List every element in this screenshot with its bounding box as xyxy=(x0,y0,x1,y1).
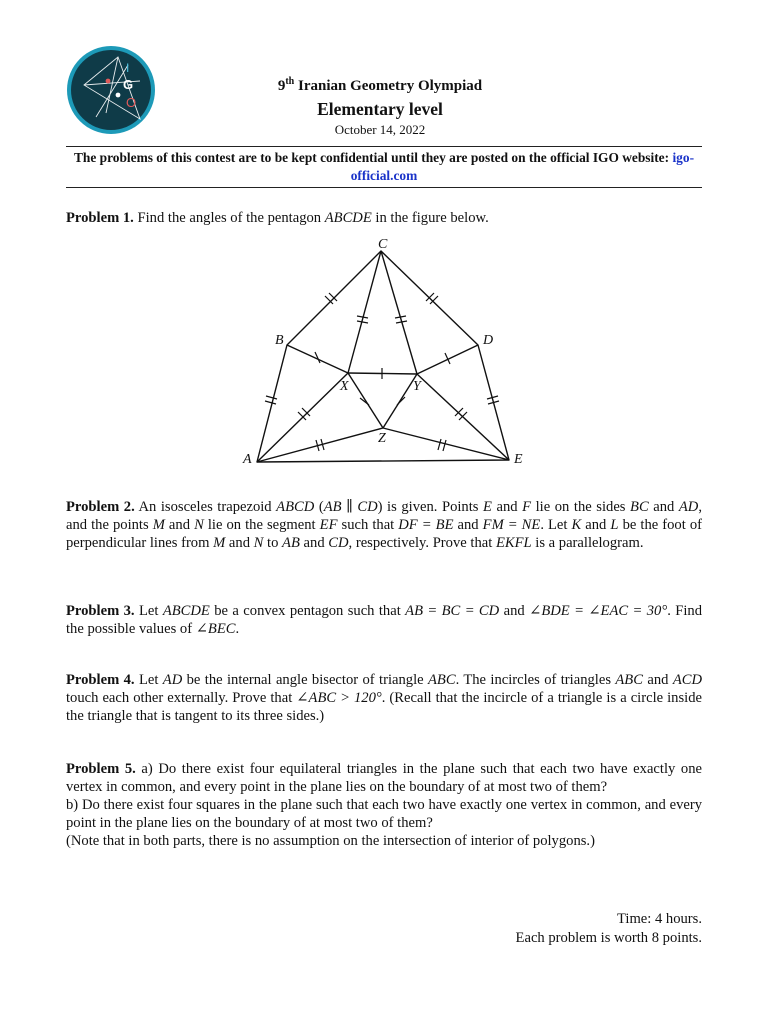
problem-text: . Let xyxy=(540,517,572,533)
math: AD xyxy=(162,672,183,688)
math: AD xyxy=(678,499,699,515)
pentagon-figure xyxy=(240,238,530,470)
logo-letter-o: O xyxy=(126,95,137,110)
logo-letter-i: I xyxy=(126,61,130,75)
math: AB xyxy=(282,535,300,551)
problem-label: Problem 2. xyxy=(66,499,135,515)
math: ABC xyxy=(615,672,643,688)
math: ∠BEC xyxy=(195,621,236,637)
label-b: B xyxy=(275,333,284,348)
problem-text: ) is given. Points xyxy=(377,499,484,515)
date-text: October 14, 2022 xyxy=(334,122,426,137)
problem-text: Let xyxy=(138,672,163,688)
math: EF xyxy=(319,517,338,533)
problem-text: . Find the possible values of xyxy=(66,603,703,637)
problem-text: . xyxy=(235,621,240,637)
problem-1 xyxy=(66,209,702,227)
math: M xyxy=(152,517,165,533)
label-c: C xyxy=(378,238,388,252)
problem-text: ( xyxy=(314,499,324,515)
igo-logo xyxy=(66,45,156,135)
igo-website-link[interactable]: igo-official.com xyxy=(350,150,695,183)
math: AB ∥ CD xyxy=(323,499,378,515)
math: K xyxy=(571,517,582,533)
problem-label: Problem 5. xyxy=(66,761,136,777)
olympiad-title xyxy=(200,72,560,96)
label-y: Y xyxy=(413,379,421,394)
problem-text: and xyxy=(299,535,329,551)
math: N xyxy=(253,535,264,551)
problem-text: Let xyxy=(138,603,163,619)
problem-text: a) Do there exist four equilateral triangles in the plane such that each two have exactly one vertex in common, and every point in the plane lies on the boundary of at most two of them? xyxy=(66,761,702,795)
label-d: D xyxy=(483,333,494,348)
problem-2 xyxy=(66,498,702,552)
ordinal: 9 xyxy=(277,78,286,94)
math: ∠BDE = ∠EAC = 30° xyxy=(529,603,668,619)
problem-text: to xyxy=(263,535,283,551)
math: L xyxy=(610,517,619,533)
math: ABCDE xyxy=(162,603,210,619)
problem-text: An isosceles trapezoid xyxy=(138,499,277,515)
math: E xyxy=(483,499,492,515)
label-z: Z xyxy=(378,431,386,446)
problem-text: , respectively. Prove that xyxy=(348,535,496,551)
problem-text: and xyxy=(648,499,679,515)
problem-text: . (Recall that the incircle of a triangle is a circle inside the triangle that is tangent to its three sides.) xyxy=(66,690,702,724)
problem-5 xyxy=(66,760,702,850)
problem-label: Problem 3. xyxy=(66,603,135,619)
math: FM = NE xyxy=(482,517,541,533)
problem-text: such that xyxy=(337,517,399,533)
problem-text: is a parallelogram. xyxy=(531,535,644,551)
problem-text: lie on the sides xyxy=(531,499,631,515)
notice-text: The problems of this contest are to be kept confidential until they are posted on the official IGO website: xyxy=(73,150,670,165)
problem-text: touch each other externally. Prove that xyxy=(66,690,297,706)
problem-label: Problem 1. xyxy=(66,210,134,226)
problem-text: Find the angles of the pentagon xyxy=(137,210,325,226)
math: DF = BE xyxy=(398,517,454,533)
problem-text: and xyxy=(642,672,673,688)
problem-text: and xyxy=(581,517,611,533)
problem-4 xyxy=(66,671,702,725)
problem-3 xyxy=(66,602,702,638)
problem-text: and xyxy=(491,499,523,515)
label-e: E xyxy=(514,452,523,467)
math: AB = BC = CD xyxy=(405,603,500,619)
label-x: X xyxy=(340,379,349,394)
math: M xyxy=(213,535,226,551)
problem-5-part-b: b) Do there exist four squares in the plane such that each two have exactly one vertex in common, and every point in the plane lies on the boundary of at most two of them? xyxy=(66,797,702,831)
problem-label: Problem 4. xyxy=(66,672,135,688)
problem-text: lie on the segment xyxy=(203,517,320,533)
math: ABCDE xyxy=(324,210,372,226)
top-rule xyxy=(66,146,702,147)
title-text: Iranian Geometry Olympiad xyxy=(297,78,483,94)
bottom-rule xyxy=(66,187,702,188)
ordinal-suffix: th xyxy=(285,76,295,87)
problem-5-note: (Note that in both parts, there is no assumption on the intersection of interior of polygons.) xyxy=(66,833,595,849)
problem-text: , and the points xyxy=(66,499,702,533)
points-note: Each problem is worth 8 points. xyxy=(515,930,702,946)
problem-text: be a convex pentagon such that xyxy=(209,603,406,619)
math: CD xyxy=(328,535,349,551)
math: ACD xyxy=(672,672,702,688)
problem-text: . The incircles of triangles xyxy=(455,672,616,688)
footer xyxy=(516,910,702,948)
confidential-notice xyxy=(66,149,702,185)
logo-letter-g: G xyxy=(123,77,134,92)
math: ∠ABC > 120° xyxy=(296,690,382,706)
problem-text: be the foot of perpendicular lines from xyxy=(66,517,702,551)
problem-text: be the internal angle bisector of triangle xyxy=(182,672,428,688)
problem-text: and xyxy=(499,603,530,619)
problem-text: and xyxy=(164,517,195,533)
math: BC xyxy=(630,499,649,515)
problem-text: and xyxy=(453,517,483,533)
problem-text: and xyxy=(225,535,254,551)
problem-5-part-a xyxy=(66,760,702,796)
time-limit: Time: 4 hours. xyxy=(616,911,702,927)
header xyxy=(200,72,560,139)
math: ABC xyxy=(428,672,456,688)
label-a: A xyxy=(243,452,252,467)
math: ABCD xyxy=(276,499,315,515)
level-text: Elementary level xyxy=(317,99,443,119)
math: F xyxy=(522,499,532,515)
problem-text: in the figure below. xyxy=(371,210,489,226)
math: N xyxy=(194,517,204,533)
math: EKFL xyxy=(495,535,532,551)
